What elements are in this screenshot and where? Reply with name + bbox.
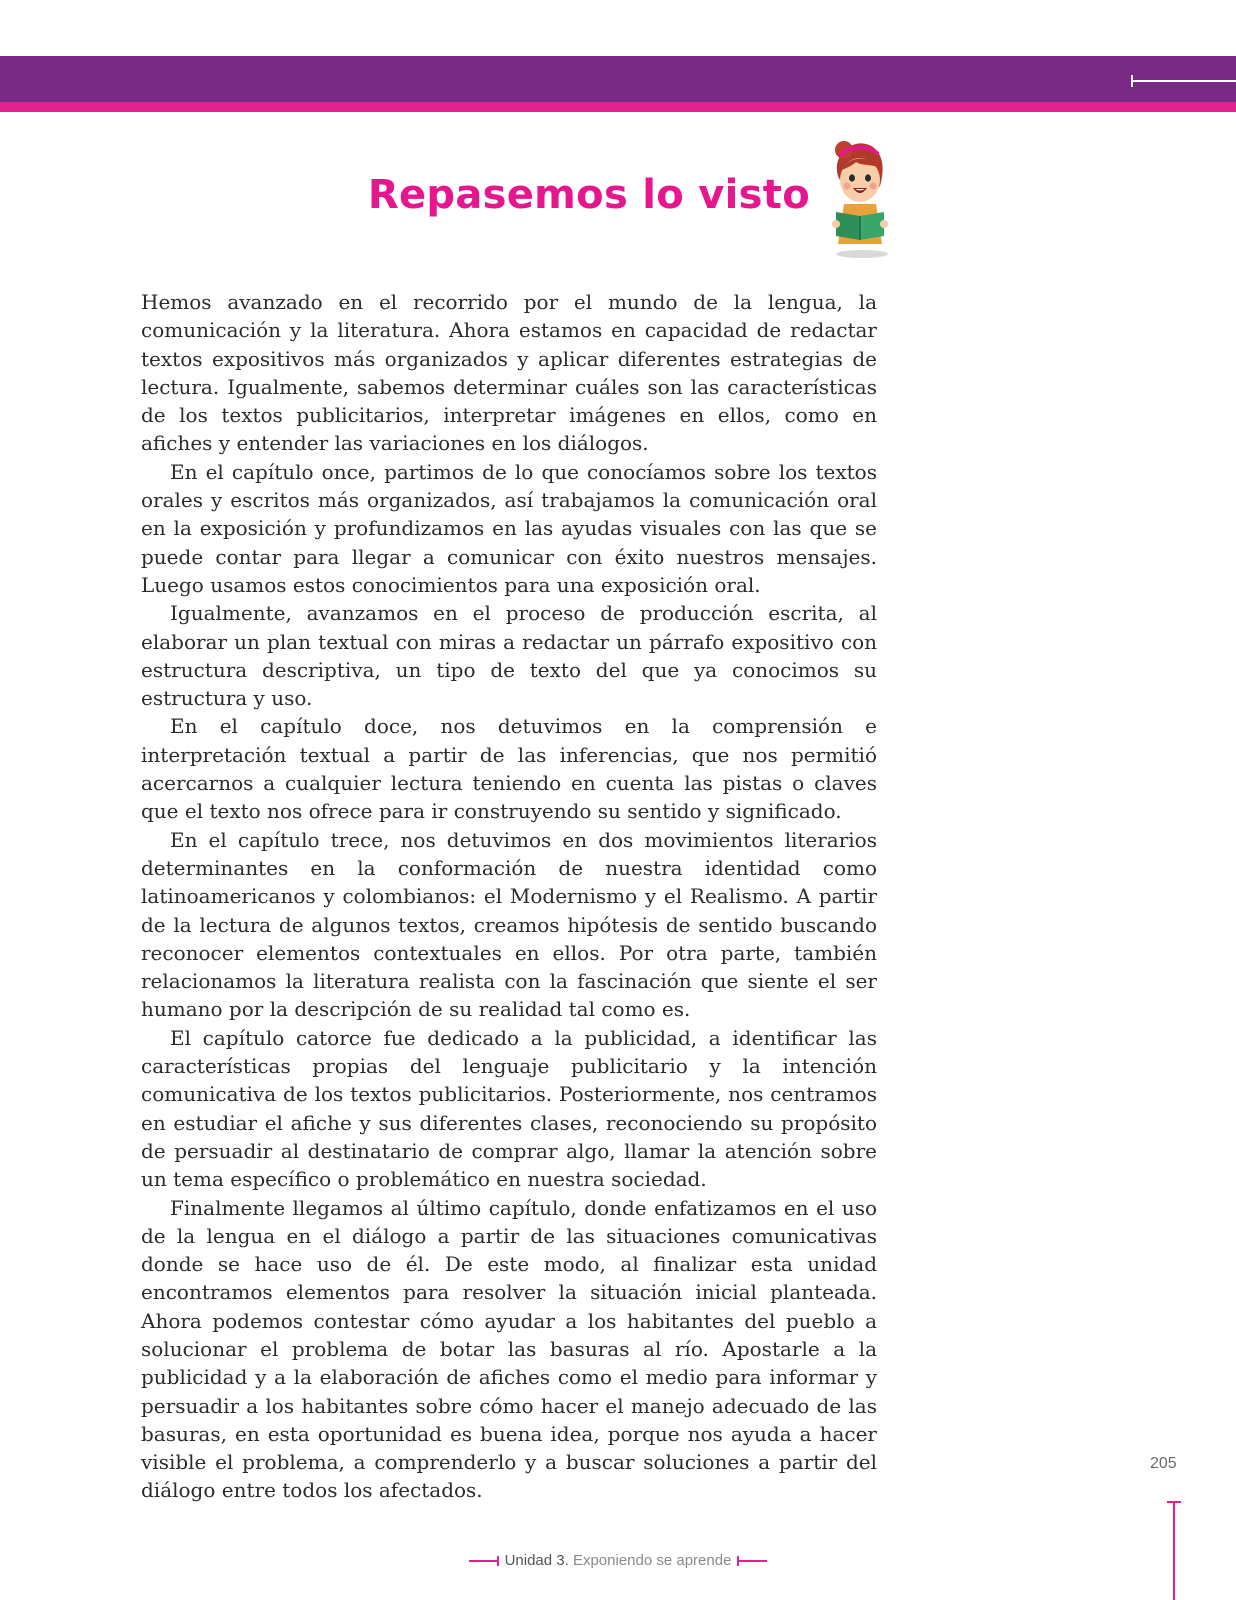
girl-reading-icon [822, 136, 898, 260]
footer [0, 1551, 1236, 1571]
header-band [0, 56, 1236, 102]
paragraph: En el capítulo doce, nos detuvimos en la comprensión e interpretación textual a partir de las inferencias, que nos permitió acercarnos a cualquier lectura teniendo en cuenta las pistas o claves que el texto nos ofrece para ir construyendo su sentido y significado. [141, 714, 877, 824]
footer-bar-left [469, 1560, 499, 1562]
page-title: Repasemos lo visto [367, 172, 810, 218]
header-line [1132, 80, 1236, 82]
body-text [141, 288, 877, 1505]
page-number: 205 [1150, 1455, 1177, 1472]
paragraph: Hemos avanzado en el recorrido por el mundo de la lengua, la comunicación y la literatura. Ahora estamos en capacidad de redactar textos expositivos más organizados y aplicar diferentes estrategias de lectura. Igualmente, sabemos determinar cuáles son las características de los textos publicitarios, interpretar imágenes en ellos, como en afiches y entender las variaciones en los diálogos. [141, 290, 877, 456]
paragraph: En el capítulo trece, nos detuvimos en dos movimientos literarios determinantes en la conformación de nuestra identidad como latinoamericanos y colombianos: el Modernismo y el Realismo. A partir de la lectura de algunos textos, creamos hipótesis de sentido buscando reconocer elementos contextuales en ellos. Por otra parte, también relacionamos la literatura realista con la fascinación que siente el ser humano por la descripción de su realidad tal como es. [141, 827, 877, 1022]
footer-unit-label: Unidad 3. [504, 1552, 569, 1569]
footer-bar-right [737, 1560, 767, 1562]
footer-unit-title: Exponiendo se aprende [572, 1552, 732, 1569]
paragraph: Igualmente, avanzamos en el proceso de producción escrita, al elaborar un plan textual con miras a redactar un párrafo expositivo con estructura descriptiva, un tipo de texto del que ya conocimos su estructura y uso. [141, 601, 877, 711]
header-stripe [0, 102, 1236, 112]
paragraph: Finalmente llegamos al último capítulo, donde enfatizamos en el uso de la lengua en el diálogo a partir de las situaciones comunicativas donde se hace uso de él. De este modo, al finalizar esta unidad encontramos elementos para resolver la situación inicial planteada. Ahora podemos contestar cómo ayudar a los habitantes del pueblo a solucionar el problema de botar las basuras al río. Apostarle a la publicidad y a la elaboración de afiches como el medio para informar y persuadir a los habitantes sobre cómo hacer el manejo adecuado de las basuras, en esta oportunidad es buena idea, porque nos ayuda a hacer visible el problema, a comprenderlo y a buscar soluciones a partir del diálogo entre todos los afectados. [141, 1195, 877, 1503]
paragraph: El capítulo catorce fue dedicado a la publicidad, a identificar las características propias del lenguaje publicitario y la intención comunicativa de los textos publicitarios. Posteriormente, nos centramos en estudiar el afiche y sus diferentes clases, reconociendo su propósito de persuadir al destinatario de comprar algo, llamar la atención sobre un tema específico o problemático en nuestra sociedad. [141, 1025, 877, 1192]
paragraph: En el capítulo once, partimos de lo que conocíamos sobre los textos orales y escritos más organizados, así trabajamos la comunicación oral en la exposición y profundizamos en las ayudas visuales con las que se puede contar para llegar a comunicar con éxito nuestros mensajes. Luego usamos estos conocimientos para una exposición oral. [141, 459, 877, 597]
